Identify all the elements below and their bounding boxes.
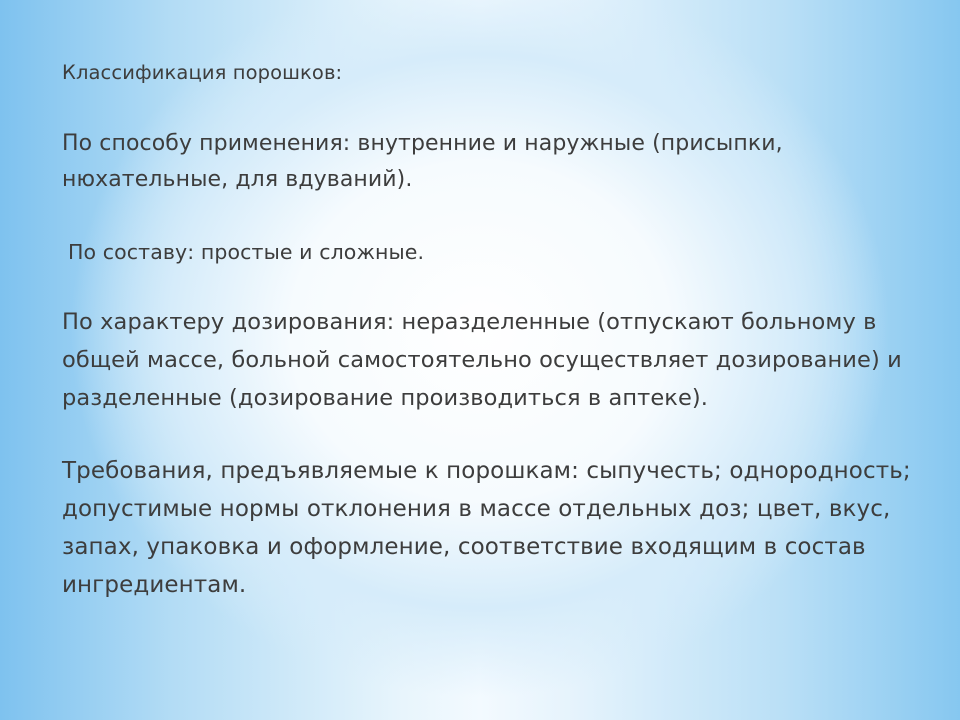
slide-content <box>62 58 932 604</box>
paragraph-application-method: По способу применения: внутренние и наружные (присыпки, нюхательные, для вдуваний). <box>62 131 783 192</box>
paragraph-dosing: По характеру дозирования: неразделенные (отпускают больному в общей массе, больной самостоятельно осуществляет дозирование) и разделенные (дозирование производиться в аптеке). <box>62 309 902 411</box>
paragraph-composition: По составу: простые и сложные. <box>68 240 425 264</box>
paragraph-requirements: Требования, предъявляемые к порошкам: сыпучесть; однородность; допустимые нормы отклонения в массе отдельных доз; цвет, вкус, запах, упаковка и оформление, соответствие входящим в состав ингредиентам. <box>62 458 911 598</box>
slide-title: Классификация порошков: <box>62 61 343 84</box>
